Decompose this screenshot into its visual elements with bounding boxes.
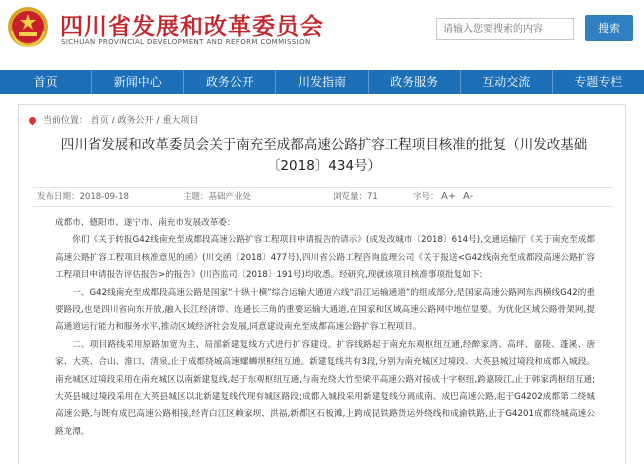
national-emblem-icon[interactable] (6, 5, 50, 49)
main-nav (0, 70, 644, 94)
article-panel (18, 104, 626, 464)
nav-item-guide[interactable]: 川发指南 (276, 70, 368, 94)
breadcrumb-separator: / (156, 116, 163, 126)
article-title: 四川省发展和改革委员会关于南充至成都高速公路扩容工程项目核准的批复（川发改基础〔2018〕434号） (60, 137, 588, 174)
breadcrumb-separator: / (111, 116, 118, 126)
nav-item-topics[interactable]: 专题专栏 (574, 75, 623, 89)
body-paragraph: 你们《关于转报G42线南充至成都段高速公路扩容工程项目申请报告的请示》(成发改城市〔2018〕614号),交通运输厅《关于南充至成都高速公路扩容工程项目核准意见的函》(川交函〔2018〕477号),四川省公路工程咨询监理公司《关于报送<G42线南充至成都段高速公路扩容工程项目申请报告评估报告>的报告》(川咨监司〔2018〕191号)均收悉。经研究,现就该项目核准事项批复如下: (55, 235, 595, 281)
nav-item-home[interactable]: 首页 (0, 70, 92, 94)
nav-item-gov-affairs[interactable]: 政务公开 (184, 70, 276, 94)
view-count: 浏览量：71 (333, 192, 378, 202)
article-meta (33, 187, 613, 207)
site-subtitle: SICHUAN PROVINCIAL DEVELOPMENT AND REFORM COMMISSION (61, 38, 311, 46)
font-smaller-button[interactable]: A- (463, 191, 474, 202)
breadcrumb-home[interactable]: 首页 (90, 116, 109, 126)
font-larger-button[interactable]: A+ (441, 191, 457, 202)
breadcrumb-gov-affairs[interactable]: 政务公开 (117, 116, 154, 126)
article-source: 主题：基础产业处 (183, 192, 252, 202)
site-title[interactable]: 四川省发展和改革委员会 (60, 14, 324, 40)
nav-item-news[interactable]: 新闻中心 (92, 70, 184, 94)
search-input[interactable] (436, 18, 574, 40)
site-header (0, 0, 644, 62)
breadcrumb-major-projects[interactable]: 重大项目 (162, 116, 199, 126)
nav-item-interaction[interactable]: 互动交流 (461, 70, 553, 94)
publish-date: 发布日期：2018-09-18 (37, 192, 129, 202)
body-paragraph: 一、G42线南充至成都段高速公路是国家“十纵十横”综合运输大通道六线“沿江运输通道”的组成部分,是国家高速公路网东西横线G42的重要路段,也是四川省向东开放,融入长江经济带、连通长三角的重要运输大通道,在国家和区域高速公路网中地位显要。为优化区域公路骨架网,提高通道运行能力和服务水平,推动区域经济社会发展,同意建设南充至成都高速公路扩容工程项目。 (55, 287, 595, 333)
search-button[interactable]: 搜索 (585, 15, 633, 41)
font-size-label: 字号： (413, 192, 439, 202)
body-paragraph: 二、项目路线采用原路加宽为主、局部新建复线方式进行扩容建设。扩容线路起于南充东观枢纽互通,经醉家湾、高坪、嘉陵、蓬溪、唐家、大英、合山、淮口、清泉,止于成都绕城高速螺蛳坝枢纽互通。新建复线共有3段,分别为南充城区过境段、大英县城过境段和成都入城段。南充城区过境段采用在南充城区以南新建复线,起于东观枢纽互通,与南充绕大竹至梁平高速公路对接成十字枢纽,跨嘉陵江,止于韩家湾枢纽互通;大英县城过境段采用在大英县城区以北新建复线代现有城区路段;成都入城段采用新建复线分离成南、成巴高速公路,起于G4202成都第二绕城高速公路,与既有成巴高速公路相接,经青白江区赖家坝、洪福,新都区石板滩,上跨成昆铁路货运外绕线和成渝铁路,止于G4201成都绕城高速公路龙潭。 (55, 339, 595, 437)
addressee: 成都市、德阳市、遂宁市、南充市发展改革委： (55, 218, 236, 228)
breadcrumb-prefix: 当前位置： (42, 116, 88, 126)
article-body (55, 215, 595, 441)
breadcrumb (29, 113, 198, 126)
nav-item-services[interactable]: 政务服务 (369, 70, 461, 94)
location-pin-icon (28, 116, 38, 126)
